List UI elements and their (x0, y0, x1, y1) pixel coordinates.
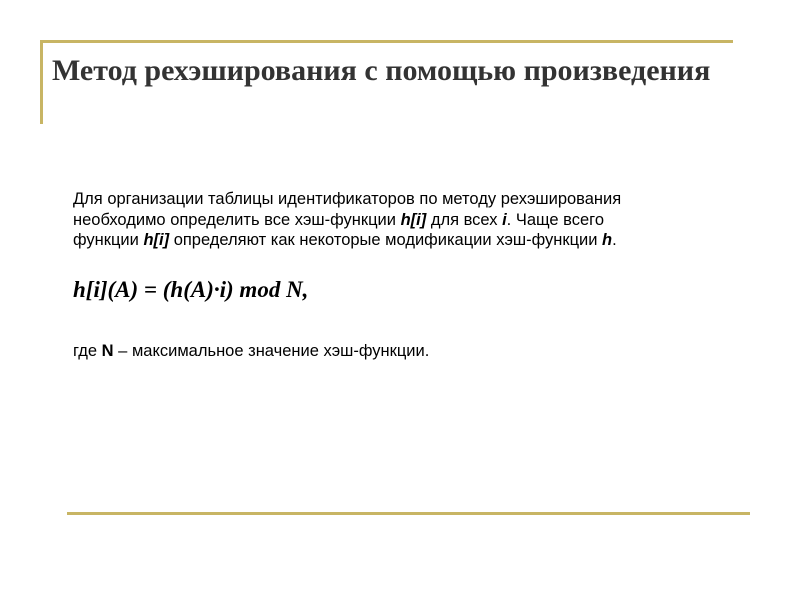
top-accent-rule (40, 40, 733, 43)
n-term: N (101, 342, 114, 360)
paragraph-line-2-text-b: для всех (426, 210, 503, 229)
note-prefix: где (73, 342, 102, 360)
slide-title: Метод рехэширования с помощью произведения (52, 54, 711, 87)
paragraph-line-3-text-b: определяют как некоторые модификации хэш-функции (169, 231, 603, 249)
i-term: i (502, 210, 507, 229)
hi-term: h[i] (400, 210, 427, 229)
hi-term: h[i] (143, 231, 170, 249)
paragraph-line-2-text-c: . Чаще всего (506, 210, 605, 229)
paragraph-line-1: Для организации таблицы идентификаторов по методу рехэширования (73, 190, 622, 208)
bottom-accent-rule (67, 512, 750, 515)
hash-formula: h[i](A) = (h(A)·i) mod N, (73, 277, 309, 302)
paragraph-line-3-text-a: функции (73, 231, 144, 249)
formula-note (73, 341, 429, 362)
note-suffix: – максимальное значение хэш-функции. (113, 342, 430, 360)
left-accent-rule (40, 40, 43, 124)
h-term: h (602, 231, 613, 249)
body-paragraph (73, 189, 773, 251)
paragraph-line-2-text-a: необходимо определить все хэш-функции (73, 210, 401, 229)
paragraph-line-3-text-c: . (612, 231, 617, 249)
